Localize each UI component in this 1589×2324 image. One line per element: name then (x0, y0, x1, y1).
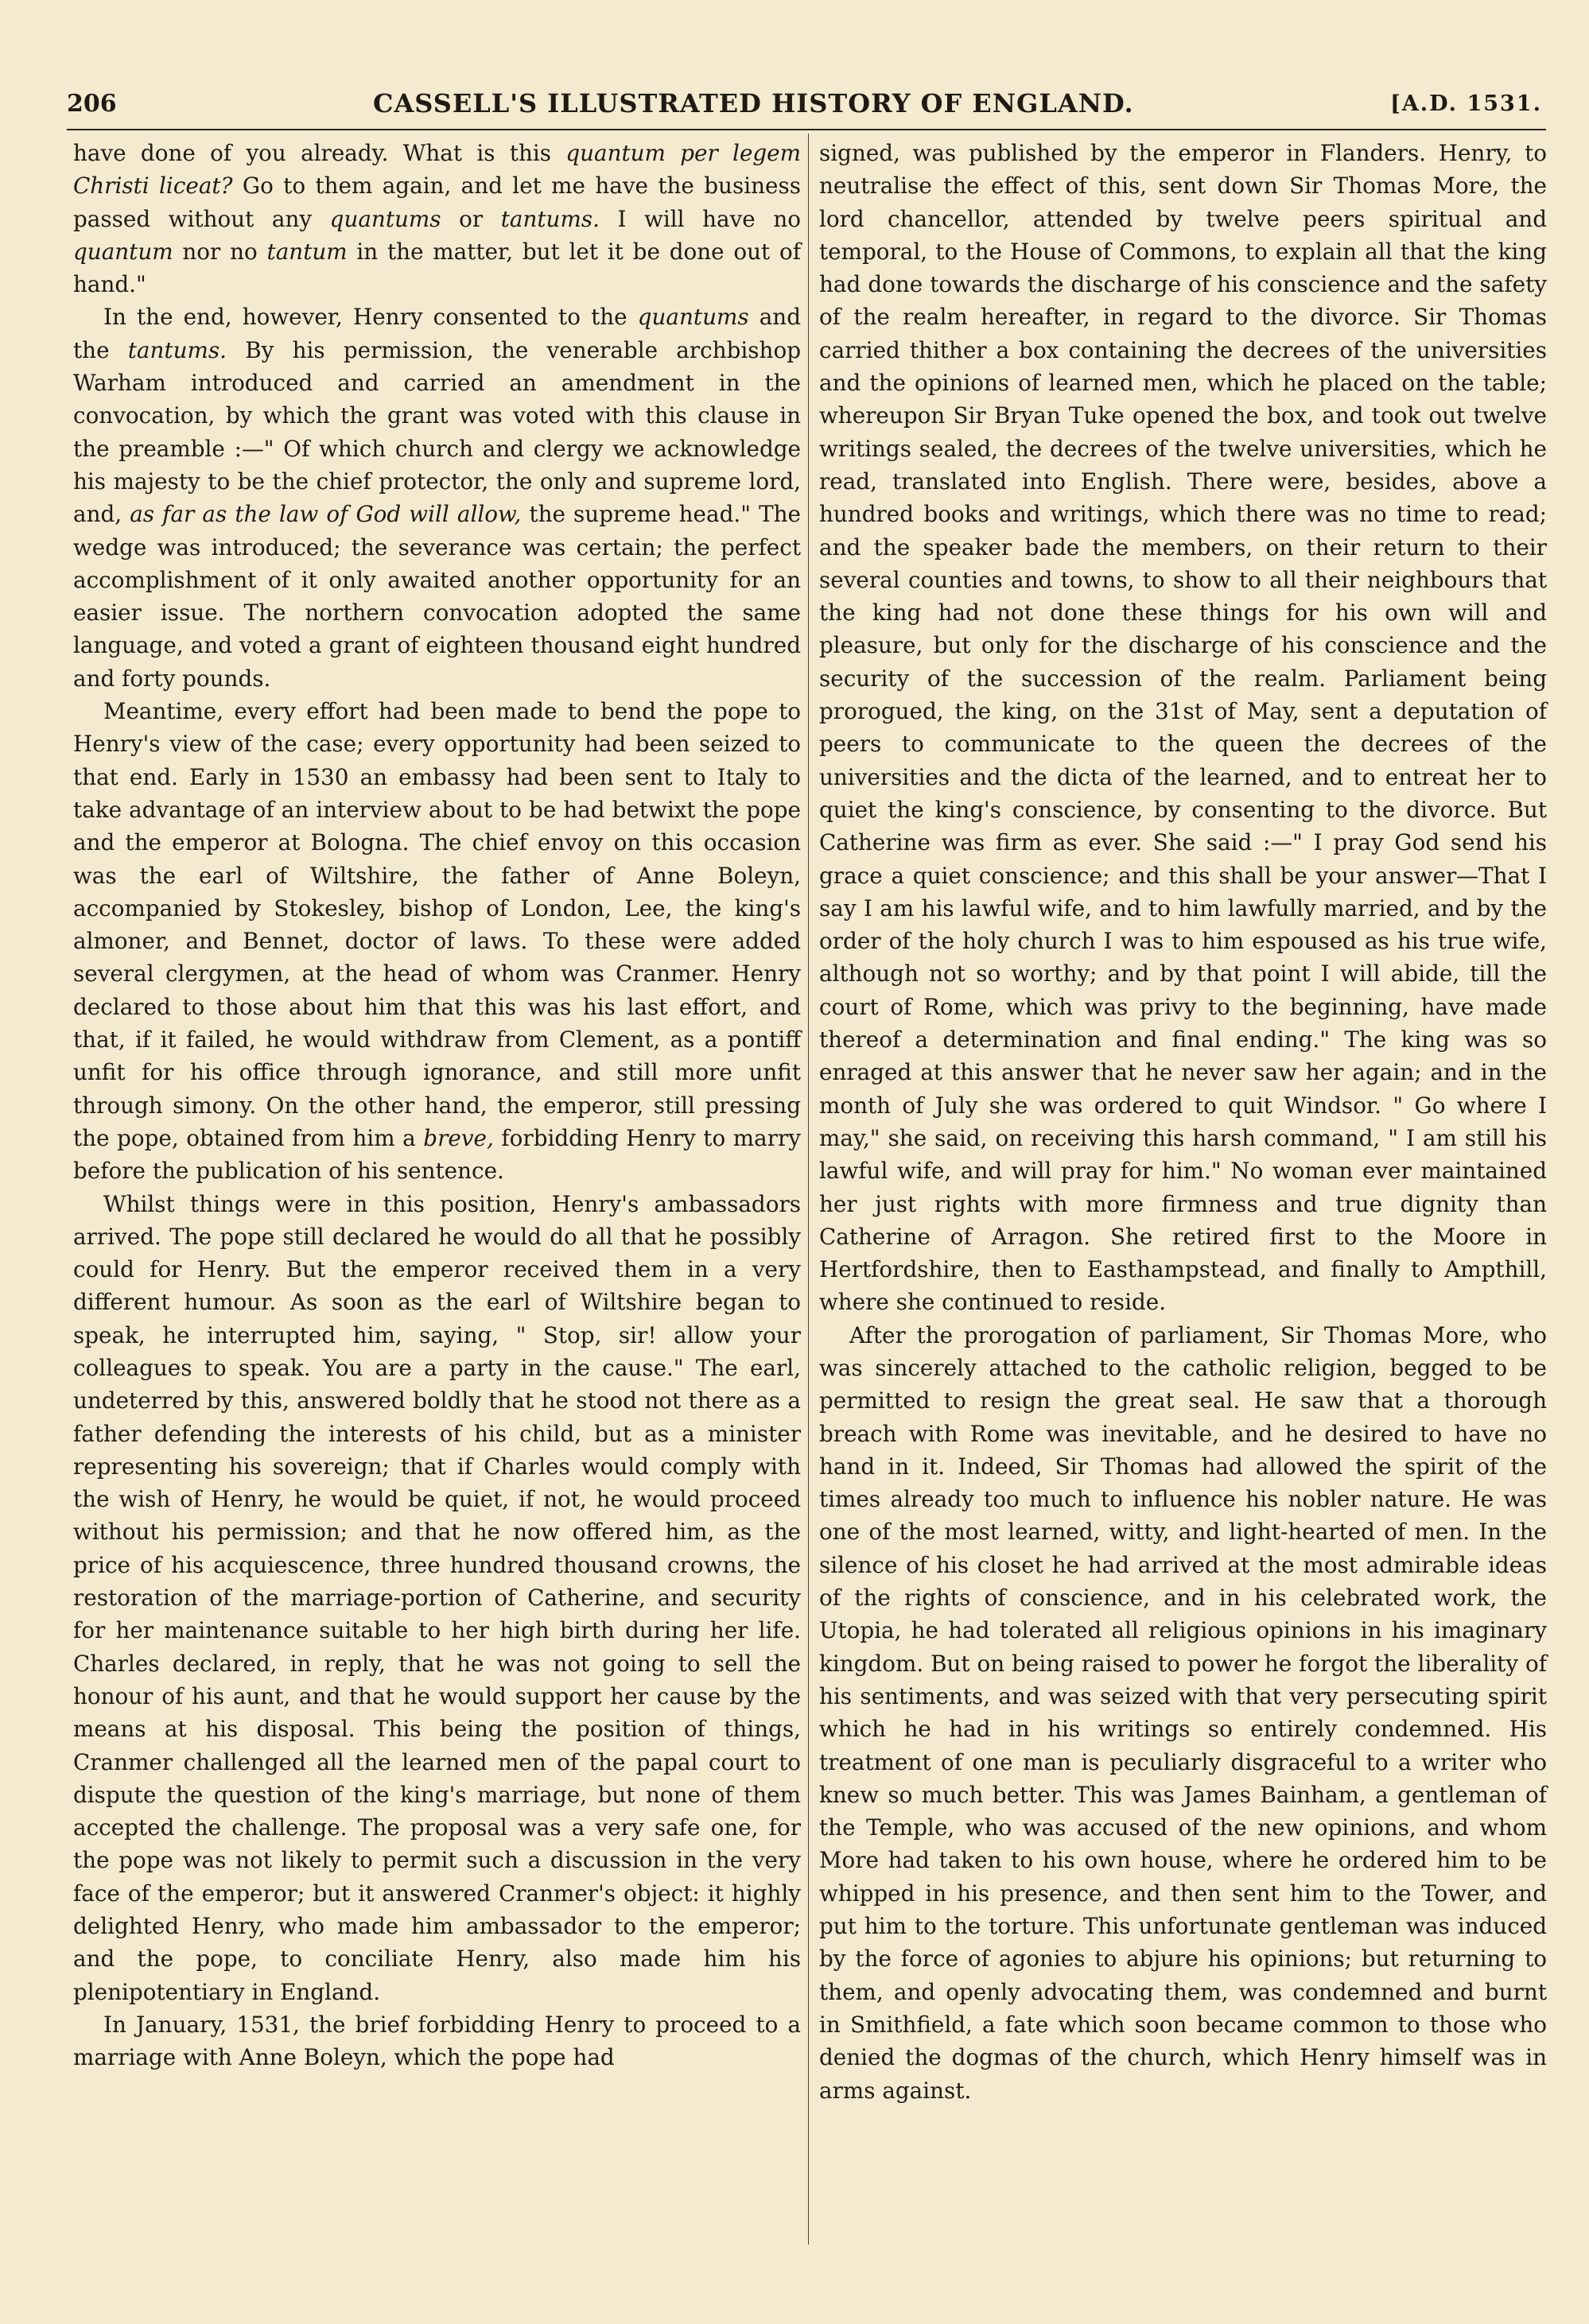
paragraph: signed, was published by the emperor in Flanders. Henry, to neutralise the effect of this, sent down Sir Thomas More, the lord chancellor, attended by twelve peers spiritual and temporal, to the House of Commons, to explain all that the king had done towards the discharge of his conscience and the safety of the realm hereafter, in regard to the divorce. Sir Thomas carried thither a box containing the decrees of the universities and the opinions of learned men, which he placed on the table; whereupon Sir Bryan Tuke opened the box, and took out twelve writings sealed, the decrees of the twelve universities, which he read, translated into English. There were, besides, above a hundred books and writings, which there was no time to read; and the speaker bade the members, on their return to their several counties and towns, to show to all their neighbours that the king had not done these things for his own will and pleasure, but only for the discharge of his conscience and the security of the succession of the realm. Parliament being prorogued, the king, on the 31st of May, sent a deputation of peers to communicate to the queen the decrees of the universities and the dicta of the learned, and to entreat her to quiet the king's conscience, by consenting to the divorce. But Catherine was firm as ever. She said :—" I pray God send his grace a quiet conscience; and this shall be your answer—That I say I am his lawful wife, and to him lawfully married, and by the order of the holy church I was to him espoused as his true wife, although not so worthy; and by that point I will abide, till the court of Rome, which was privy to the beginning, have made thereof a determination and final ending." The king was so enraged at this answer that he never saw her again; and in the month of July she was ordered to quit Windsor. " Go where I may," she said, on receiving this harsh command, " I am still his lawful wife, and will pray for him." No woman ever maintained her just rights with more firmness and true dignity than Catherine of Arragon. She retired first to the Moore in Hertfordshire, then to Easthampstead, and finally to Ampthill, where she continued to reside. (819, 140, 1547, 1316)
left-column (73, 137, 801, 2244)
right-column (819, 137, 1547, 2244)
running-header (67, 84, 1542, 122)
running-title: CASSELL'S ILLUSTRATED HISTORY OF ENGLAND. (373, 88, 1134, 118)
paragraph: have done of you already. What is this quantum per legem Christi liceat? Go to them again, and let me have the business passed without any quantums or tantums. I will have no quantum nor no tantum in the matter, but let it be done out of hand." (73, 140, 802, 298)
date-reference: [A.D. 1531. (1390, 91, 1542, 116)
paragraph: Meantime, every effort had been made to bend the pope to Henry's view of the case; every opportunity had been seized to that end. Early in 1530 an embassy had been sent to Italy to take advantage of an interview about to be had betwixt the pope and the emperor at Bologna. The chief envoy on this occasion was the earl of Wiltshire, the father of Anne Boleyn, accompanied by Stokesley, bishop of London, Lee, the king's almoner, and Bennet, doctor of laws. To these were added several clergymen, at the head of whom was Cranmer. Henry declared to those about him that this was his last effort, and that, if it failed, he would withdraw from Clement, as a pontiff unfit for his office through ignorance, and still more unfit through simony. On the other hand, the emperor, still pressing the pope, obtained from him a breve, forbidding Henry to marry before the publication of his sentence. (73, 698, 801, 1185)
column-divider (808, 134, 809, 2244)
header-rule (67, 129, 1546, 130)
paragraph: In the end, however, Henry consented to the quantums and the tantums. By his permission, the venerable archbishop Warham introduced and carried an amendment in the convocation, by which the grant was voted with this clause in the preamble :—" Of which church and clergy we acknowledge his majesty to be the chief protector, the only and supreme lord, and, as far as the law of God will allow, the supreme head." The wedge was introduced; the severance was certain; the perfect accomplishment of it only awaited another opportunity for an easier issue. The northern convocation adopted the same language, and voted a grant of eighteen thousand eight hundred and forty pounds. (73, 304, 802, 692)
page-number: 206 (67, 89, 117, 118)
paragraph: In January, 1531, the brief forbidding Henry to proceed to a marriage with Anne Boleyn, which the pope had (73, 2011, 801, 2071)
paragraph: Whilst things were in this position, Henry's ambassadors arrived. The pope still declared he would do all that he possibly could for Henry. But the emperor received them in a very different humour. As soon as the earl of Wiltshire began to speak, he interrupted him, saying, " Stop, sir! allow your colleagues to speak. You are a party in the cause." The earl, undeterred by this, answered boldly that he stood not there as a father defending the interests of his child, but as a minister representing his sovereign; that if Charles would comply with the wish of Henry, he would be quiet, if not, he would proceed without his permission; and that he now offered him, as the price of his acquiescence, three hundred thousand crowns, the restoration of the marriage-portion of Catherine, and security for her maintenance suitable to her high birth during her life. Charles declared, in reply, that he was not going to sell the honour of his aunt, and that he would support her cause by the means at his disposal. This being the position of things, Cranmer challenged all the learned men of the papal court to dispute the question of the king's marriage, but none of them accepted the challenge. The proposal was a very safe one, for the pope was not likely to permit such a discussion in the very face of the emperor; but it answered Cranmer's object: it highly delighted Henry, who made him ambassador to the emperor; and the pope, to conciliate Henry, also made him his plenipotentiary in England. (73, 1190, 801, 2005)
paragraph: After the prorogation of parliament, Sir Thomas More, who was sincerely attached to the catholic religion, begged to be permitted to resign the great seal. He saw that a thorough breach with Rome was inevitable, and he desired to have no hand in it. Indeed, Sir Thomas had allowed the spirit of the times already too much to influence his nobler nature. He was one of the most learned, witty, and light-hearted of men. In the silence of his closet he had arrived at the most admirable ideas of the rights of conscience, and in his celebrated work, the Utopia, he had tolerated all religious opinions in his imaginary kingdom. But on being raised to power he forgot the liberality of his sentiments, and was seized with that very persecuting spirit which he had in his writings so entirely condemned. His treatment of one man is peculiarly disgraceful to a writer who knew so much better. This was James Bainham, a gentleman of the Temple, who was accused of the new opinions, and whom More had taken to his own house, where he ordered him to be whipped in his presence, and then sent him to the Tower, and put him to the torture. This unfortunate gentleman was induced by the force of agonies to abjure his opinions; but returning to them, and openly advocating them, was condemned and burnt in Smithfield, a fate which soon became common to those who denied the dogmas of the church, which Henry himself was in arms against. (819, 1321, 1547, 2104)
